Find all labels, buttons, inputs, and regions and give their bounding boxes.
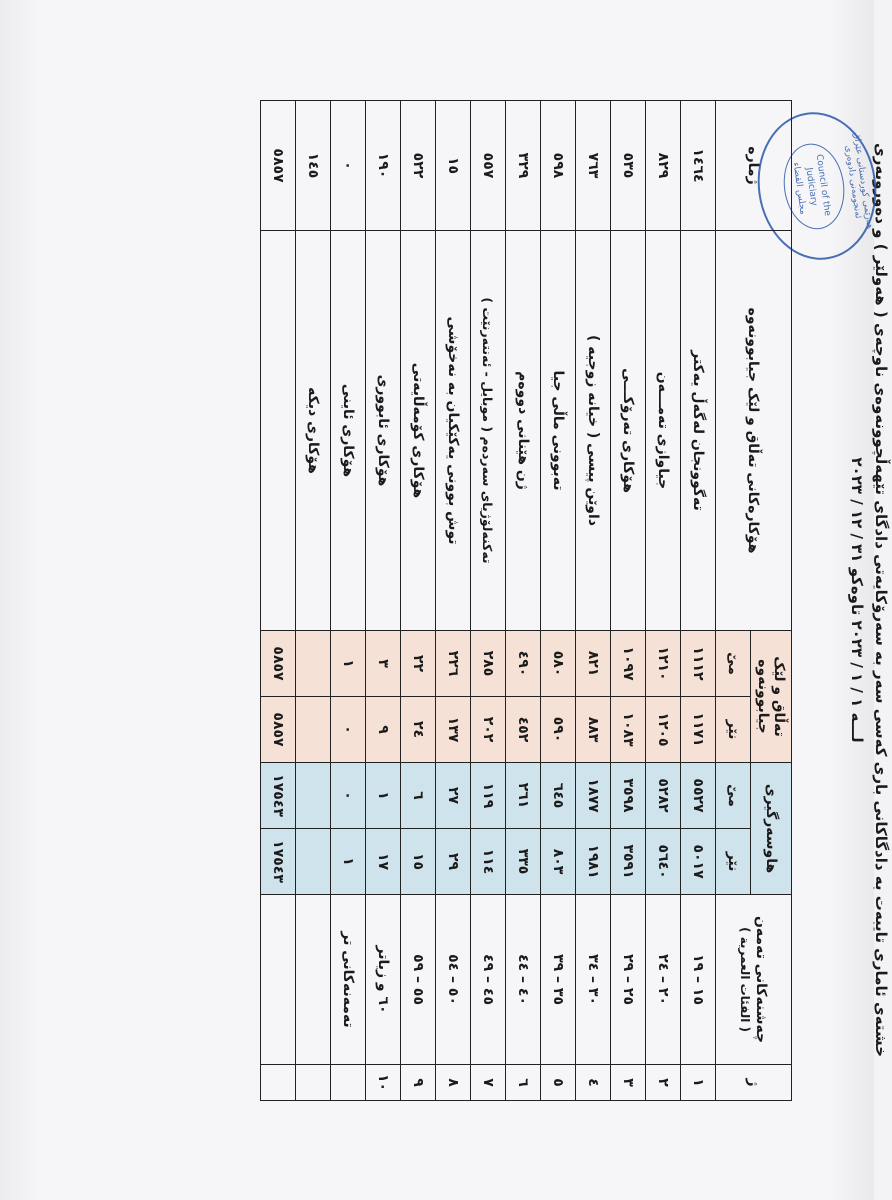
cell-age: ٢٠ – ٢٤ <box>646 895 681 1065</box>
cell-marriage-male: ٣٥٩١ <box>611 829 646 895</box>
cell-marriage-female: ٢٧ <box>436 763 471 829</box>
cell-marriage-female: ٥٥٢٧ <box>681 763 716 829</box>
header-age-groups-label: چەشنەکانی تەمەن <box>753 915 770 1044</box>
total-divorce-male: ٥٨٥٧ <box>261 697 296 763</box>
cell-marriage-male: ١١٤ <box>471 829 506 895</box>
cell-marriage-female: ٣٥٩٨ <box>611 763 646 829</box>
total-count: ٥٨٥٧ <box>261 101 296 231</box>
cell-divorce-female: ٣ <box>366 631 401 697</box>
cell-seq: ٦ <box>506 1065 541 1101</box>
stamp-ring-text: هەرێمی کوردستانی عێراق ئەنجومەنی دادوەری <box>842 131 875 230</box>
table-row <box>366 101 401 1101</box>
cell-age: ٤٥ – ٤٩ <box>471 895 506 1065</box>
table-row <box>506 101 541 1101</box>
cell-reason: جیاوازی تەمـــەن <box>646 231 681 631</box>
cell-divorce-female: ١ <box>331 631 366 697</box>
cell-marriage-male: ٨٠٣ <box>541 829 576 895</box>
cell-count: ٥٢٢ <box>401 101 436 231</box>
cell-seq <box>331 1065 366 1101</box>
table-row <box>471 101 506 1101</box>
cell-age: تەمەنەکانی تر <box>331 895 366 1065</box>
cell-marriage-female <box>296 763 331 829</box>
cell-count: ٨٢٩ <box>646 101 681 231</box>
cell-seq: ٨ <box>436 1065 471 1101</box>
table-row <box>436 101 471 1101</box>
cell-age <box>261 895 296 1065</box>
table-row <box>681 101 716 1101</box>
cell-divorce-male: ٥٩٠ <box>541 697 576 763</box>
cell-seq <box>296 1065 331 1101</box>
cell-marriage-female: ٠ <box>331 763 366 829</box>
header-count: ژمارە <box>716 101 792 231</box>
cell-reason <box>261 231 296 631</box>
cell-age: ٣٠ – ٣٤ <box>576 895 611 1065</box>
stamp-inner-en: Council of the Judiciary <box>803 153 833 217</box>
cell-reason: هۆکاری تەرۆکـــی <box>611 231 646 631</box>
cell-divorce-male: ٠ <box>331 697 366 763</box>
table-row <box>576 101 611 1101</box>
title-line-2: لـــە ١ / ١ / ٢٠٢٣ تاوەکو ٣١ / ١٢ / ٢٠٢٣ <box>848 457 866 743</box>
cell-seq <box>261 1065 296 1101</box>
header-divorce-male: نێر <box>716 697 751 763</box>
cell-count: ١٤٥ <box>296 101 331 231</box>
table-row <box>296 101 331 1101</box>
cell-divorce-male: ٨٨٣ <box>576 697 611 763</box>
cell-seq: ٩ <box>401 1065 436 1101</box>
cell-count: ٣٢٩ <box>506 101 541 231</box>
cell-reason: توش بوونی یەکێکیان بە نەخۆشی <box>436 231 471 631</box>
cell-divorce-male: ١٢٠٥ <box>646 697 681 763</box>
header-age-groups-ar: ( الفئات العمرية ) <box>738 927 753 1032</box>
cell-count: ١٤٦٤ <box>681 101 716 231</box>
cell-divorce-female <box>296 631 331 697</box>
cell-marriage-male: ١ <box>331 829 366 895</box>
table-row <box>331 101 366 1101</box>
total-marriage-male: ١٧٥٤٣ <box>261 829 296 895</box>
cell-divorce-male: ٩ <box>366 697 401 763</box>
cell-age: ٤٠ – ٤٤ <box>506 895 541 1065</box>
cell-divorce-female: ٢٢ <box>401 631 436 697</box>
cell-marriage-female: ٢٦١ <box>506 763 541 829</box>
document-sheet <box>172 100 892 1100</box>
cell-divorce-male <box>296 697 331 763</box>
statistics-table <box>260 100 792 1101</box>
cell-marriage-female: ٦ <box>401 763 436 829</box>
cell-divorce-female: ١٢١٠ <box>646 631 681 697</box>
cell-count: ٥٥٧ <box>471 101 506 231</box>
cell-count: ٧٦٣ <box>576 101 611 231</box>
table-row <box>541 101 576 1101</box>
cell-marriage-male: ١٩٨١ <box>576 829 611 895</box>
cell-marriage-male: ٥٠١٧ <box>681 829 716 895</box>
header-seq: ژ <box>716 1065 792 1101</box>
cell-age <box>296 895 331 1065</box>
cell-divorce-male: ١١٧١ <box>681 697 716 763</box>
table-row <box>401 101 436 1101</box>
header-marriage-male: نێر <box>716 829 751 895</box>
cell-reason: ژن هێنانی دووەم <box>506 231 541 631</box>
cell-reason: هۆکاری دیکە <box>296 231 331 631</box>
cell-count: ٥٩٨ <box>541 101 576 231</box>
header-age-groups <box>716 895 792 1065</box>
cell-divorce-female: ١٠٩٧ <box>611 631 646 697</box>
total-divorce-female: ٥٨٥٧ <box>261 631 296 697</box>
cell-marriage-female: ١١٩ <box>471 763 506 829</box>
cell-marriage-male: ١٥ <box>401 829 436 895</box>
cell-age: ٣٥ – ٣٩ <box>541 895 576 1065</box>
cell-reason: هۆکاری کۆمەڵایەتی <box>401 231 436 631</box>
header-divorce: تەڵاق و لێک جیابوونەوە <box>751 631 792 763</box>
cell-divorce-female: ٢٢٦ <box>436 631 471 697</box>
cell-marriage-male <box>296 829 331 895</box>
cell-count: ٥٣٥ <box>611 101 646 231</box>
title-line-1: خشتەی ئاماری تایبەت بە دادگاکانی باری کەسی سەر بە سەرۆکایەتی دادگای تێهەڵچوونەوەی ناوچەی ( هەولێر ) و دەوروبەری <box>872 142 890 1058</box>
cell-divorce-male: ٢٤ <box>401 697 436 763</box>
cell-divorce-male: ١٠٨٣ <box>611 697 646 763</box>
cell-count: ٠ <box>331 101 366 231</box>
cell-marriage-male: ١٧ <box>366 829 401 895</box>
cell-marriage-female: ١٨٧٧ <box>576 763 611 829</box>
cell-age: ٥٠ – ٥٤ <box>436 895 471 1065</box>
header-reasons: هۆکارەکانی تەڵاق و لێک جیابوونەوە <box>716 231 792 631</box>
cell-age: ٢٥ – ٢٩ <box>611 895 646 1065</box>
cell-divorce-female: ٢٨٥ <box>471 631 506 697</box>
header-marriage: هاوسەرگیری <box>751 763 792 895</box>
cell-seq: ٢ <box>646 1065 681 1101</box>
header-row-1 <box>751 101 792 1101</box>
cell-count: ١٥ <box>436 101 471 231</box>
cell-divorce-male: ٢٠٢ <box>471 697 506 763</box>
stamp-inner-ar: مجلس القضاء <box>790 161 808 216</box>
cell-marriage-female: ١ <box>366 763 401 829</box>
cell-seq: ٤ <box>576 1065 611 1101</box>
cell-marriage-female: ٦٤٥ <box>541 763 576 829</box>
total-marriage-female: ١٧٥٤٣ <box>261 763 296 829</box>
cell-reason: هۆکاری ئاینی <box>331 231 366 631</box>
cell-reason: تەبوونی ماڵی جیا <box>541 231 576 631</box>
table-row <box>646 101 681 1101</box>
cell-divorce-female: ٥٨٠ <box>541 631 576 697</box>
table-row <box>611 101 646 1101</box>
cell-divorce-male: ٤٥٢ <box>506 697 541 763</box>
header-divorce-female: مێ <box>716 631 751 697</box>
cell-marriage-female: ٥٢٨٢ <box>646 763 681 829</box>
cell-marriage-male: ٢٩ <box>436 829 471 895</box>
cell-reason: تەگوونجان لەگەڵ یەکتر <box>681 231 716 631</box>
cell-age: ١٥ – ١٩ <box>681 895 716 1065</box>
cell-marriage-male: ٣٣٥ <box>506 829 541 895</box>
cell-age: ٥٥ – ٥٩ <box>401 895 436 1065</box>
cell-seq: ٥ <box>541 1065 576 1101</box>
cell-reason: داوێن پیسی ( خیانە زوجیە ) <box>576 231 611 631</box>
cell-reason: تەکنەلۆژیای سەردەم ( موبایل - ئەنتەرنێت ) <box>471 231 506 631</box>
cell-reason: هۆکاری ئابووری <box>366 231 401 631</box>
cell-count: ١٩٠ <box>366 101 401 231</box>
cell-seq: ٧ <box>471 1065 506 1101</box>
header-marriage-female: مێ <box>716 763 751 829</box>
table-body <box>261 101 792 1101</box>
cell-marriage-male: ٥٦٤٠ <box>646 829 681 895</box>
document-title <box>846 100 892 1100</box>
cell-seq: ٣ <box>611 1065 646 1101</box>
cell-divorce-male: ١٣٧ <box>436 697 471 763</box>
totals-row <box>261 101 296 1101</box>
cell-seq: ١ <box>681 1065 716 1101</box>
cell-divorce-female: ١١١٢ <box>681 631 716 697</box>
cell-age: ٦٠ و زیاتر <box>366 895 401 1065</box>
cell-seq: ١٠ <box>366 1065 401 1101</box>
cell-divorce-female: ٨٢١ <box>576 631 611 697</box>
cell-divorce-female: ٤٩٠ <box>506 631 541 697</box>
